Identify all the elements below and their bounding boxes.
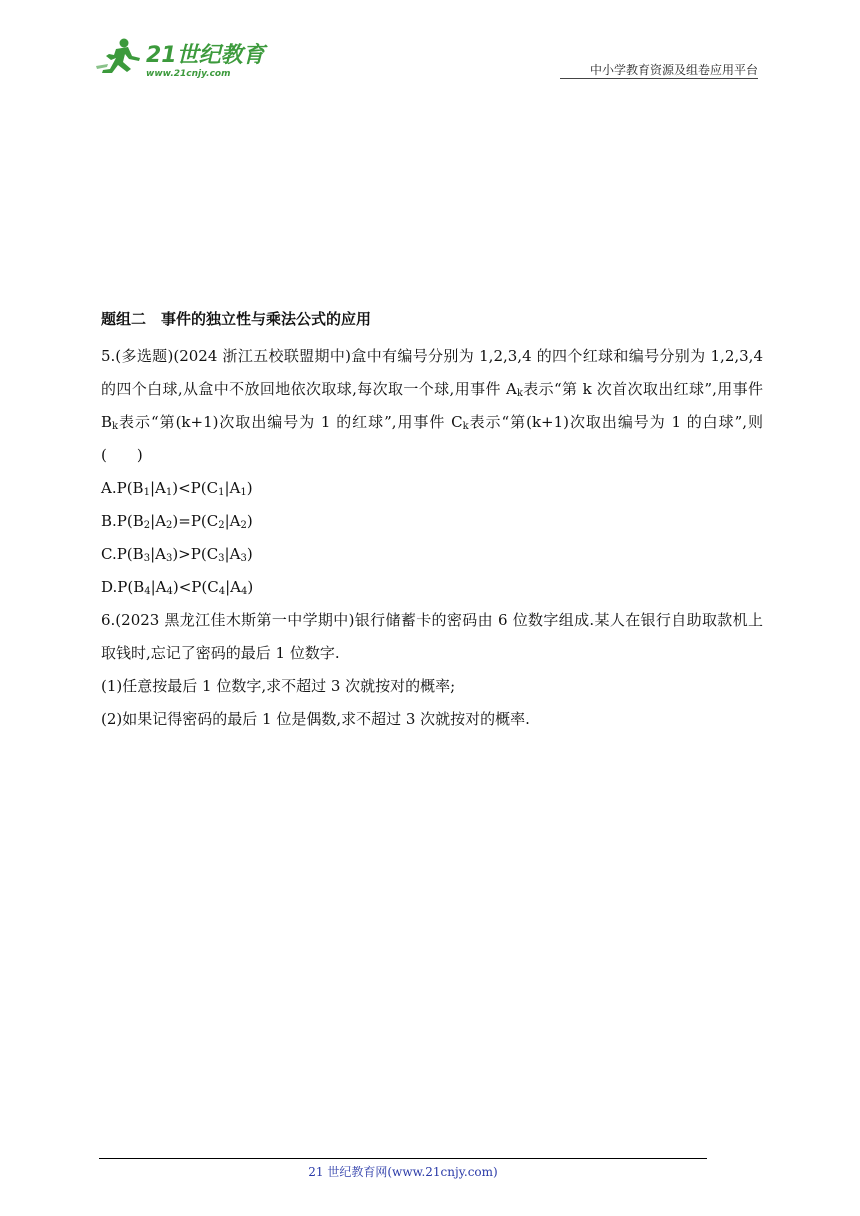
question-5-stem: 5.(多选题)(2024 浙江五校联盟期中)盒中有编号分别为 1,2,3,4 的四个红球和编号分别为 1,2,3,4 的四个白球,从盒中不放回地依次取球,每次取一个球,用事件 $A_k$表示“第 k 次首次取出红球”,用事件 $B_k$表示“第(k+1)次取出编号为 1 的红球”,用事件 $C_k$表示“第(k+1)次取出编号为 1 的白球”,则( ) (101, 347, 763, 464)
question-6-stem: 6.(2023 黑龙江佳木斯第一中学期中)银行储蓄卡的密码由 6 位数字组成.某人在银行自助取款机上取钱时,忘记了密码的最后 1 位数字. (101, 611, 763, 662)
question-6-part-2: (2)如果记得密码的最后 1 位是偶数,求不超过 3 次就按对的概率. (101, 710, 530, 728)
option-b: $B.P(B_2|A_2)=P(C_2|A_2)$ (101, 512, 253, 531)
option-c: $C.P(B_3|A_3)>P(C_3|A_3)$ (101, 545, 253, 564)
option-a: $A.P(B_1|A_1)<P(C_1|A_1)$ (101, 479, 253, 498)
option-d: $D.P(B_4|A_4)<P(C_4|A_4)$ (101, 578, 254, 597)
footer-divider (99, 1158, 707, 1159)
runner-logo-icon (96, 39, 140, 74)
document-body (101, 306, 763, 736)
logo-url: www.21cnjy.com (146, 69, 231, 79)
platform-name: 中小学教育资源及组卷应用平台 (589, 63, 758, 77)
logo-wordmark: 21世纪教育 (146, 43, 265, 68)
question-6-part-1: (1)任意按最后 1 位数字,求不超过 3 次就按对的概率; (101, 677, 456, 695)
header-divider (560, 78, 758, 79)
site-logo (94, 36, 269, 80)
footer-link[interactable]: 21 世纪教育网(www.21cnjy.com) (308, 1165, 498, 1179)
section-title: 题组二 事件的独立性与乘法公式的应用 (101, 310, 372, 328)
